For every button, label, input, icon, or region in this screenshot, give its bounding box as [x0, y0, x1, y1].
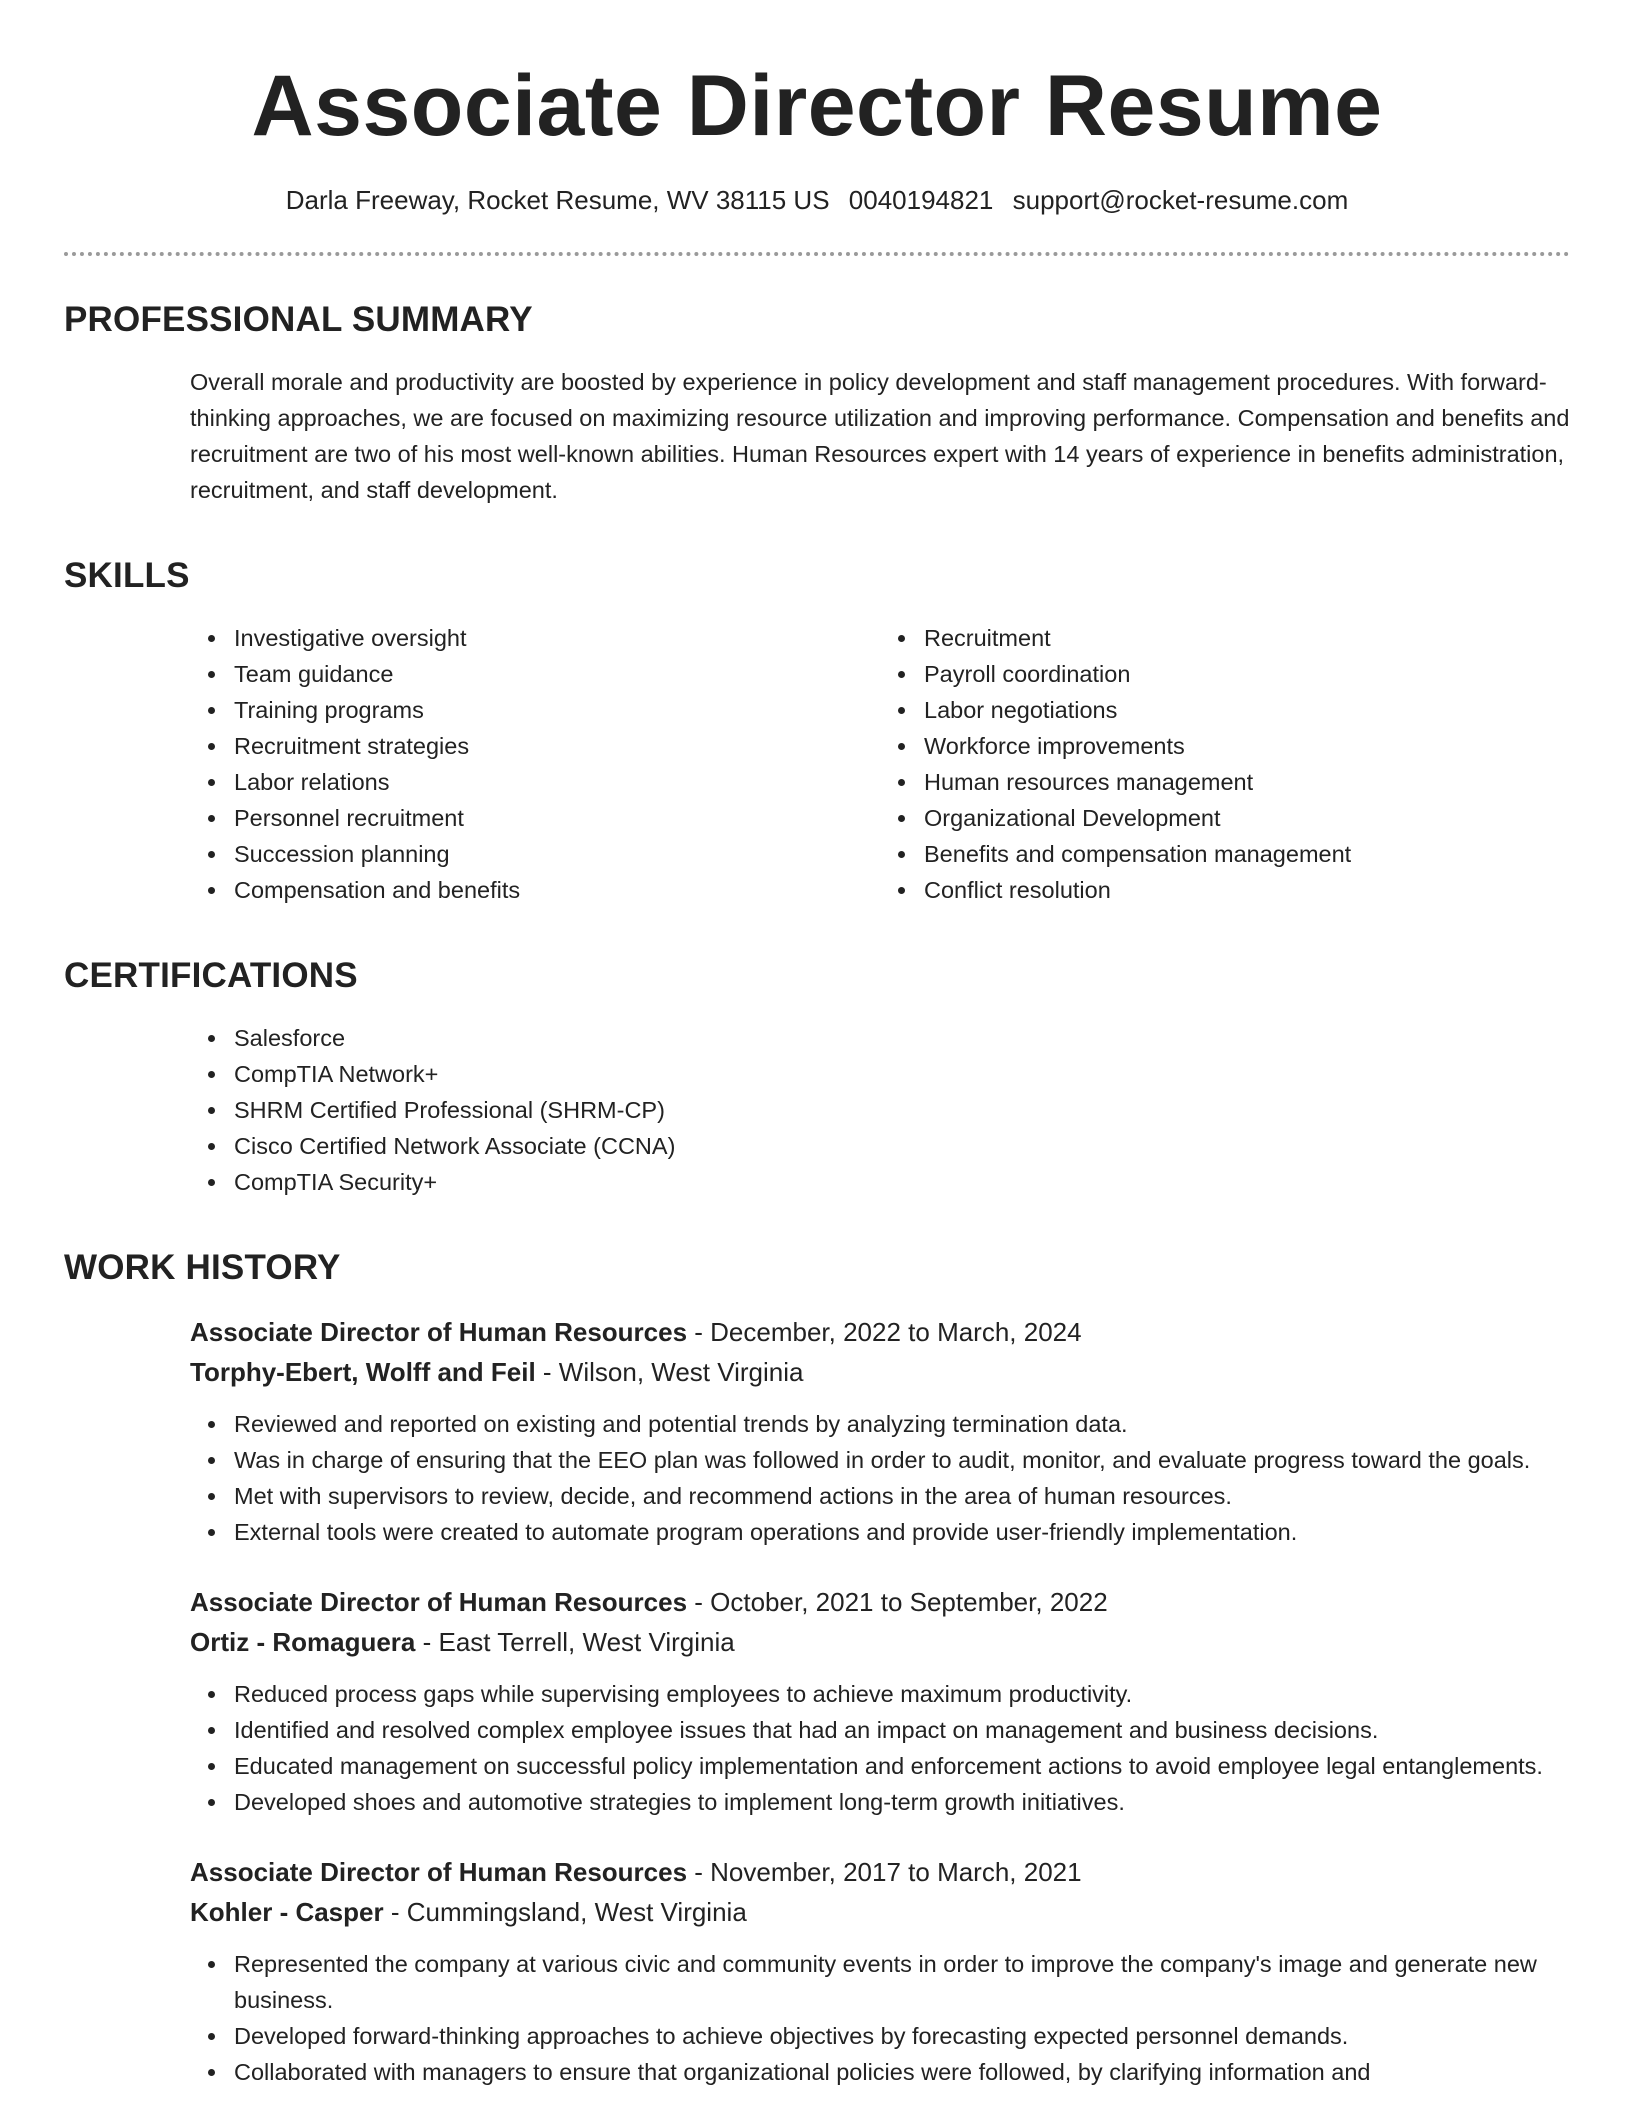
skills-heading: SKILLS	[64, 556, 190, 595]
skill-item: Payroll coordination	[924, 656, 1570, 692]
certifications-heading: CERTIFICATIONS	[64, 956, 358, 995]
job-title: Associate Director of Human Resources	[190, 1317, 688, 1347]
certification-item: SHRM Certified Professional (SHRM-CP)	[234, 1092, 1570, 1128]
contact-email: support@rocket-resume.com	[1012, 185, 1349, 215]
job-title: Associate Director of Human Resources	[190, 1587, 688, 1617]
job-company-line	[190, 1352, 1570, 1392]
job-dates: - November, 2017 to March, 2021	[687, 1857, 1082, 1887]
job-location: - Cummingsland, West Virginia	[383, 1897, 747, 1927]
job-bullets	[190, 1406, 1570, 1550]
skill-item: Recruitment	[924, 620, 1570, 656]
job-dates: - December, 2022 to March, 2024	[687, 1317, 1082, 1347]
skill-item: Conflict resolution	[924, 872, 1570, 908]
work-history-heading: WORK HISTORY	[64, 1248, 341, 1287]
job-bullet: Met with supervisors to review, decide, and recommend actions in the area of human resources.	[234, 1478, 1570, 1514]
certification-item: Cisco Certified Network Associate (CCNA)	[234, 1128, 1570, 1164]
summary-text: Overall morale and productivity are boosted by experience in policy development and staff management procedures. With forward-thinking approaches, we are focused on maximizing resource utilization and improving performance. Compensation and benefits and recruitment are two of his most well-known abilities. Human Resources expert with 14 years of experience in benefits administration, recruitment, and staff development.	[190, 369, 1570, 503]
resume-page	[64, 0, 1570, 2090]
skill-item: Personnel recruitment	[234, 800, 880, 836]
job-title-line	[190, 1582, 1570, 1622]
skill-item: Training programs	[234, 692, 880, 728]
skill-item: Compensation and benefits	[234, 872, 880, 908]
job-bullet: Reviewed and reported on existing and potential trends by analyzing termination data.	[234, 1406, 1570, 1442]
job-bullet: Developed shoes and automotive strategies to implement long-term growth initiatives.	[234, 1784, 1570, 1820]
contact-phone: 0040194821	[848, 185, 994, 215]
job-entry	[190, 1312, 1570, 1550]
job-bullet: Identified and resolved complex employee issues that had an impact on management and business decisions.	[234, 1712, 1570, 1748]
skill-item: Benefits and compensation management	[924, 836, 1570, 872]
skill-item: Labor negotiations	[924, 692, 1570, 728]
job-bullet: Developed forward-thinking approaches to achieve objectives by forecasting expected personnel demands.	[234, 2018, 1570, 2054]
resume-title: Associate Director Resume	[251, 58, 1383, 154]
job-bullet: Represented the company at various civic and community events in order to improve the company's image and generate new business.	[234, 1946, 1570, 2018]
skill-item: Investigative oversight	[234, 620, 880, 656]
contact-address: Darla Freeway, Rocket Resume, WV 38115 US	[285, 185, 830, 215]
job-bullets	[190, 1946, 1570, 2090]
certification-item: CompTIA Network+	[234, 1056, 1570, 1092]
job-company: Kohler - Casper	[190, 1897, 384, 1927]
job-bullet: Reduced process gaps while supervising employees to achieve maximum productivity.	[234, 1676, 1570, 1712]
job-location: - Wilson, West Virginia	[535, 1357, 804, 1387]
skills-list	[190, 620, 1570, 908]
skill-item: Workforce improvements	[924, 728, 1570, 764]
job-bullets	[190, 1676, 1570, 1820]
skill-item: Team guidance	[234, 656, 880, 692]
summary-heading: PROFESSIONAL SUMMARY	[64, 300, 533, 339]
job-bullet: Educated management on successful policy implementation and enforcement actions to avoid employee legal entanglements.	[234, 1748, 1570, 1784]
job-bullet: External tools were created to automate program operations and provide user-friendly implementation.	[234, 1514, 1570, 1550]
certification-item: Salesforce	[234, 1020, 1570, 1056]
skills-column-right	[880, 620, 1570, 908]
job-company: Torphy-Ebert, Wolff and Feil	[190, 1357, 536, 1387]
job-company-line	[190, 1892, 1570, 1932]
job-title: Associate Director of Human Resources	[190, 1857, 688, 1887]
skill-item: Human resources management	[924, 764, 1570, 800]
certifications-list	[190, 1020, 1570, 1200]
contact-line	[64, 182, 1570, 218]
job-company: Ortiz - Romaguera	[190, 1627, 416, 1657]
job-title-line	[190, 1312, 1570, 1352]
job-entry	[190, 1852, 1570, 2090]
skills-column-left	[190, 620, 880, 908]
job-bullet: Collaborated with managers to ensure that organizational policies were followed, by clarifying information and	[234, 2054, 1570, 2090]
header-divider	[64, 252, 1570, 256]
job-company-line	[190, 1622, 1570, 1662]
job-bullet: Was in charge of ensuring that the EEO plan was followed in order to audit, monitor, and evaluate progress toward the goals.	[234, 1442, 1570, 1478]
job-entry	[190, 1582, 1570, 1820]
skill-item: Labor relations	[234, 764, 880, 800]
skill-item: Recruitment strategies	[234, 728, 880, 764]
job-dates: - October, 2021 to September, 2022	[687, 1587, 1108, 1617]
skill-item: Succession planning	[234, 836, 880, 872]
job-location: - East Terrell, West Virginia	[415, 1627, 735, 1657]
job-title-line	[190, 1852, 1570, 1892]
certification-item: CompTIA Security+	[234, 1164, 1570, 1200]
skill-item: Organizational Development	[924, 800, 1570, 836]
